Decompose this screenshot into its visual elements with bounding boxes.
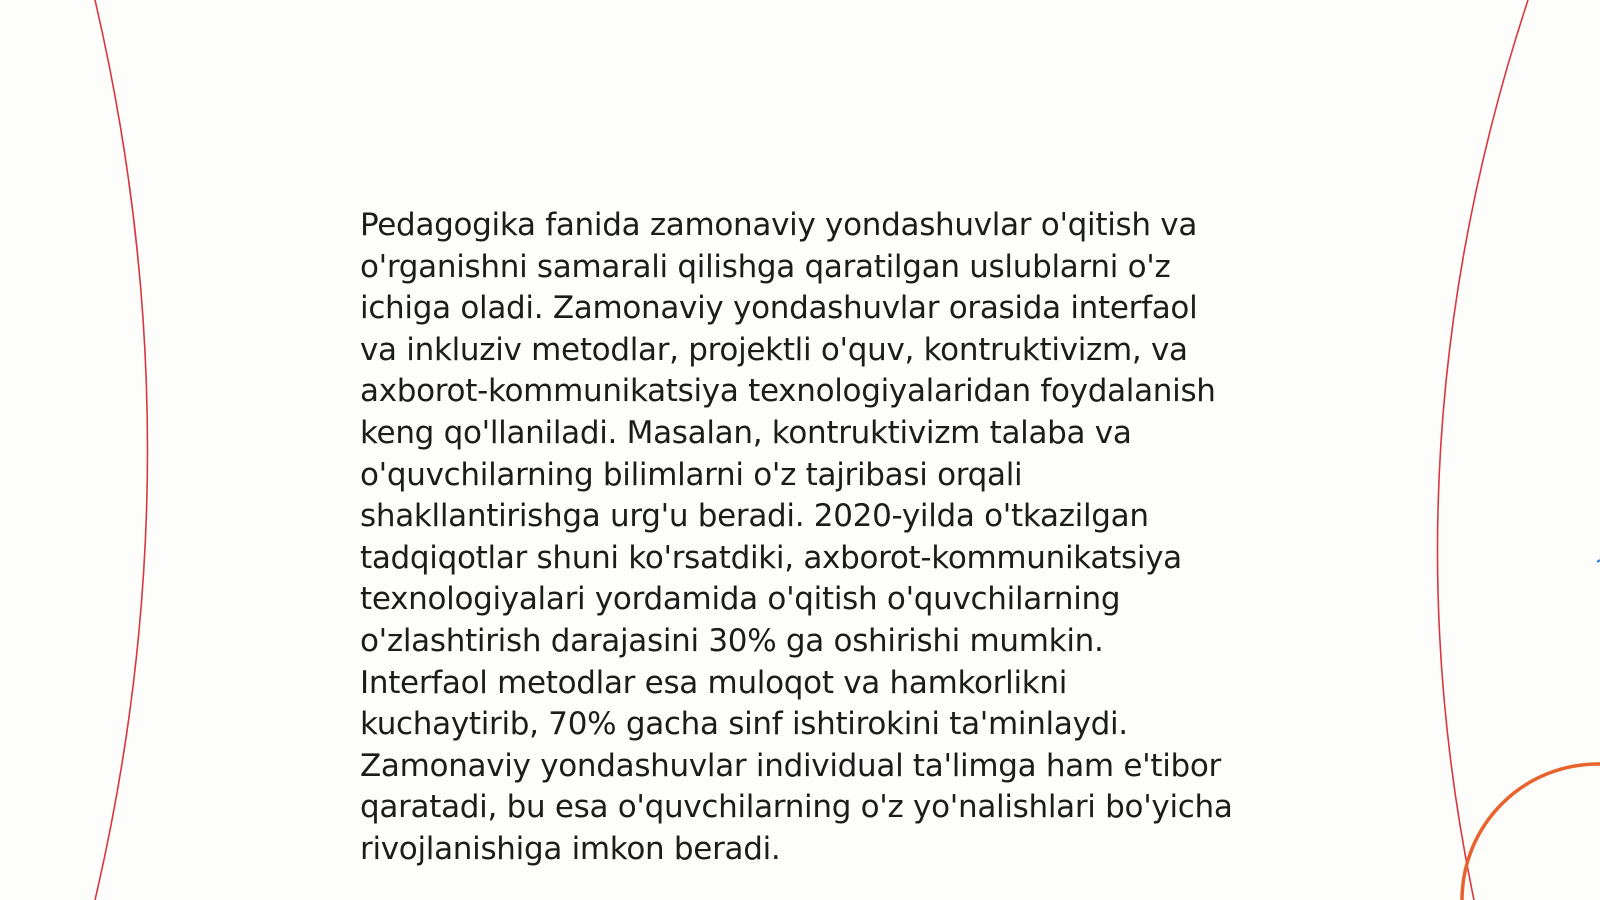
slide-body-text: Pedagogika fanida zamonaviy yondashuvlar o'qitish va o'rganishni samarali qilishga qaratilgan uslublarni o'z ichiga oladi. Zamonaviy yondashuvlar orasida interfaol va inkluziv metodlar, projektli o'quv, kontruktivizm, va axborot-kommunikatsiya texnologiyalaridan foydalanish keng qo'llaniladi. Masalan, kontruktivizm talaba va o'quvchilarning bilimlarni o'z tajribasi orqali shakllantirishga urg'u beradi. 2020-yilda o'tkazilgan tadqiqotlar shuni ko'rsatdiki, axborot-kommunikatsiya texnologiyalari yordamida o'qitish o'quvchilarning o'zlashtirish darajasini 30% ga oshirishi mumkin. Interfaol metodlar esa muloqot va hamkorlikni kuchaytirib, 70% gacha sinf ishtirokini ta'minlaydi. Zamonaviy yondashuvlar individual ta'limga ham e'tibor qaratadi, bu esa o'quvchilarning o'z yo'nalishlari bo'yicha rivojlanishiga imkon beradi. [360,207,1233,867]
right-arc [1437,0,1528,900]
orange-circle [1462,764,1600,900]
left-arc [95,0,148,900]
